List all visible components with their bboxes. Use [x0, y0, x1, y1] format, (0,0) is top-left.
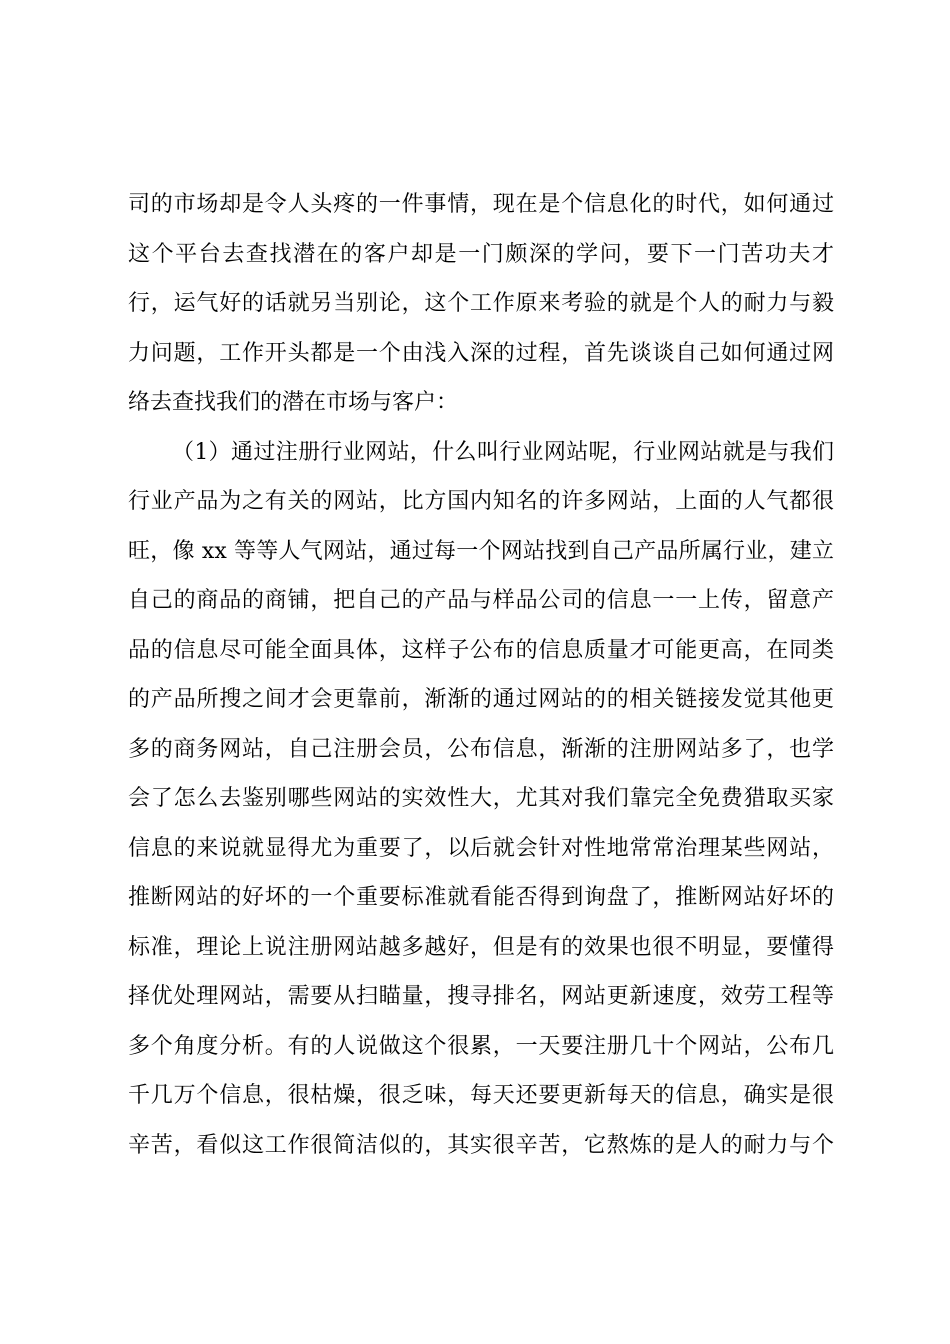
text-line: 旺，像 xx 等等人气网站，通过每一个网站找到自己产品所属行业，建立	[128, 538, 834, 564]
text-line: 千几万个信息，很枯燥，很乏味，每天还要更新每天的信息，确实是很	[128, 1083, 834, 1108]
body-text	[128, 180, 834, 1170]
text-line: 行，运气好的话就另当别论，这个工作原来考验的就是个人的耐力与毅	[128, 291, 834, 316]
text-line: 推断网站的好坏的一个重要标准就看能否得到询盘了，推断网站好坏的	[128, 885, 834, 910]
text-line: 择优处理网站，需要从扫瞄量，搜寻排名，网站更新速度，效劳工程等	[128, 984, 834, 1009]
text-line: 自己的商品的商铺，把自己的产品与样品公司的信息一一上传，留意产	[128, 588, 834, 613]
text-line: （1）通过注册行业网站，什么叫行业网站呢，行业网站就是与我们	[172, 439, 834, 465]
text-line: 会了怎么去鉴别哪些网站的实效性大，尤其对我们靠完全免费猎取买家	[128, 786, 834, 811]
text-line: 信息的来说就显得尤为重要了，以后就会针对性地常常治理某些网站，	[128, 835, 834, 861]
text-line: 多个角度分析。有的人说做这个很累，一天要注册几十个网站，公布几	[128, 1033, 834, 1059]
text-line: 络去查找我们的潜在市场与客户：	[128, 390, 459, 415]
text-line: 辛苦，看似这工作很简洁似的，其实很辛苦，它熬炼的是人的耐力与个	[128, 1132, 834, 1158]
paragraph-1	[128, 180, 834, 428]
text-line: 品的信息尽可能全面具体，这样子公布的信息质量才可能更高，在同类	[128, 637, 834, 663]
text-line: 这个平台去查找潜在的客户却是一门颇深的学问，要下一门苦功夫才	[128, 241, 834, 267]
text-line: 司的市场却是令人头疼的一件事情，现在是个信息化的时代，如何通过	[128, 192, 834, 217]
text-line: 力问题，工作开头都是一个由浅入深的过程，首先谈谈自己如何通过网	[128, 340, 834, 366]
text-line: 多的商务网站，自己注册会员，公布信息，渐渐的注册网站多了，也学	[128, 736, 834, 762]
text-line: 行业产品为之有关的网站，比方国内知名的许多网站，上面的人气都很	[128, 489, 834, 514]
text-line: 的产品所搜之间才会更靠前，渐渐的通过网站的的相关链接发觉其他更	[128, 687, 834, 712]
paragraph-2	[128, 428, 834, 1171]
text-line: 标准，理论上说注册网站越多越好，但是有的效果也很不明显，要懂得	[128, 934, 834, 960]
